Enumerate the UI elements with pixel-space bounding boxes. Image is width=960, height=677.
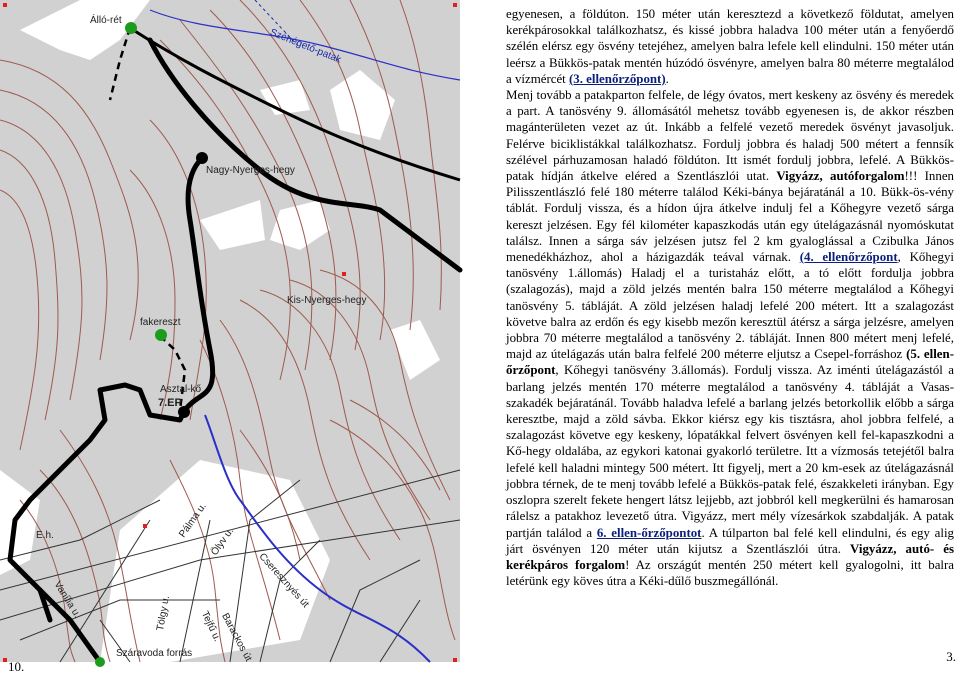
checkpoint-6: 6. ellen-őrzőpontot xyxy=(596,525,702,540)
label-eh: E.h. xyxy=(36,530,54,541)
traffic-warning-1: Vigyázz, autóforgalom xyxy=(776,169,905,184)
label-tejfu-u: Tejfű u. xyxy=(198,609,223,644)
label-kis-nyerges-hegy: Kis-Nyerges-hegy xyxy=(287,295,367,306)
checkpoint-3: (3. ellenőrzőpont) xyxy=(568,71,666,86)
paragraph-1: egyenesen, a földúton. 150 méter után keresztezd a következő földutat, amelyen kerékpárosokkal találkozhatsz, és kissé jobbra haladva 100 méter után a fenyőerdő szélén elérsz egy ösvény tetejéhez, amelyen balra lefele kell elindulni. 150 méter után leérsz a Bükkös-patak mentén húzódó ösvényre, amelyen balra 80 méterre megtalálod a vízmércét (3. ellenőrzőpont). xyxy=(506,7,954,86)
label-vanilia-u: Vanília u. xyxy=(51,579,83,621)
node-fakereszt xyxy=(155,329,167,341)
label-palma-u: Pálma u. xyxy=(177,501,209,540)
traffic-warning-2: Vigyázz, autó- és kerékpáros forgalom xyxy=(506,541,954,572)
checkpoint-5: (5. ellen-őrzőpont xyxy=(506,347,954,378)
label-cseresznyes-ut: Cseresznyés út xyxy=(256,551,311,610)
label-olyv-u: Ölyv u. xyxy=(209,525,237,558)
route-description xyxy=(506,6,954,589)
node-allo-ret xyxy=(125,22,137,34)
label-allo-ret: Álló-rét xyxy=(90,15,122,26)
label-szaravoda-forras: Száravoda forrás xyxy=(116,648,193,659)
label-fakereszt: fakereszt xyxy=(140,317,181,328)
label-nagy-nyerges-hegy: Nagy-Nyerges-hegy xyxy=(206,165,295,176)
label-szenegeto-patak: Szénégető-patak xyxy=(268,27,343,66)
label-tolgy-u: Tölgy u. xyxy=(155,594,173,632)
label-asztal-ko: Asztal-kő xyxy=(160,384,202,395)
node-nagy-nyerges xyxy=(196,152,208,164)
label-barackos-ut: Barackos út xyxy=(219,611,254,664)
page-number-right: 3. xyxy=(946,649,956,664)
node-szaravoda xyxy=(95,657,105,667)
label-7ep: 7.EP xyxy=(158,397,182,409)
page-number-left: 10. xyxy=(8,659,25,674)
paragraph-2: Menj tovább a patakparton felfele, de légy óvatos, mert keskeny az ösvény és meredek a part. A tanösvény 9. állomásától mehetsz tovább egyenesen is, de akkor részben magánterületen vezet az út. Inkább a felfelé vezető meredek ösvényt javasoljuk. Felérve biciklistákkal találkozhatsz. Fordulj jobbra és haladj 500 métert a fennsík szélével párhuzamosan haladó földúton. Itt ismét fordulj jobbra, lefelé. A Bükkös-patak hídján átkelve eléred a Szentlászlói utat. Vigyázz, autóforgalom!!! Innen Pilisszentlászló felé 180 méterre találod Kéki-bánya bejáratánál a 10. Bükk-ös-vény táblát. Fordulj vissza, és a hídon újra átkelve indulj fel a Kőhegyre vezető sárga kereszt jelzésen. Egy fél kilométer kapaszkodás után egy útelágazásnál nyomóskutat találsz. Innen a sárga sáv jelzésen jutsz fel 2 km gyaloglással a Czibulka János menedékházhoz, ahol a házigazdák teával várnak. (4. ellenőrzőpont, Kőhegyi tanösvény 1.állomás) Haladj el a turistaház előtt, a tó előtt fordulja jobbra (szalagozás), majd a zöld jelzés mentén balra 150 méterre megtalálod a Kőhegyi tanösvény 5. tábláját. A zöld jelzésen haladj lefelé 200 métert. Itt a szalagozást követve balra az erdőn és egy kisebb mezőn keresztül átérsz a sárga jelzésre, amelyen jobbra 70 méterre megtalálod a tanösvény 2. tábláját. Innen 800 métert menj lefelé, majd az útelágazás után balra felfelé 200 méterre eljutsz a Csepel-forráshoz (5. ellen-őrzőpont, Kőhegyi tanösvény 3.állomás). Fordulj vissza. Az iménti útelágazástól a barlang jelzés mentén 170 méterre megtalálod a tanösvény 4. tábláját a Vasas-szakadék bejáratánál. Tovább haladva lefelé a barlang jelzés betorkollik előbb a sárga keresztbe, majd a zöld sávba. Ekkor kiérsz egy kis tisztásra, ahol jobbra felfelé, a szalagozást követve egy keskeny, lópatákkal felvert ösvényen kell fel-kapaszkodni a Kő-hegy oldalába, az egykori katonai gyakorló területre. Itt a vízmosás tetejétől balra lefelé kell haladni mintegy 500 métert. Itt figyelj, mert a 20 km-esek az útelágazásnál jobbra térnek, de te menj tovább lefelé a Bükkös-patak felé, északkeleti irányban. Egy oszlopra szerelt fekete hengert látsz lejjebb, azt jobbról kell megkerülni és hamarosan rálelsz a patakhoz levezető útra. Vigyázz, mert mély vízesárkok szabdalják. A patak partján találod a 6. ellen-őrzőpontot. A túlparton bal felé kell elindulni, és egy alig járt ösvényen 120 méter után kijutsz a Szentlászlói útra. Vigyázz, autó- és kerékpáros forgalom! Az országút mentén 250 métert kell gyalogolni, itt balra letérünk egy köves útra a Kéki-dűlő buszmegállónál. xyxy=(506,88,955,589)
checkpoint-4: (4. ellenőrzőpont xyxy=(799,250,898,265)
